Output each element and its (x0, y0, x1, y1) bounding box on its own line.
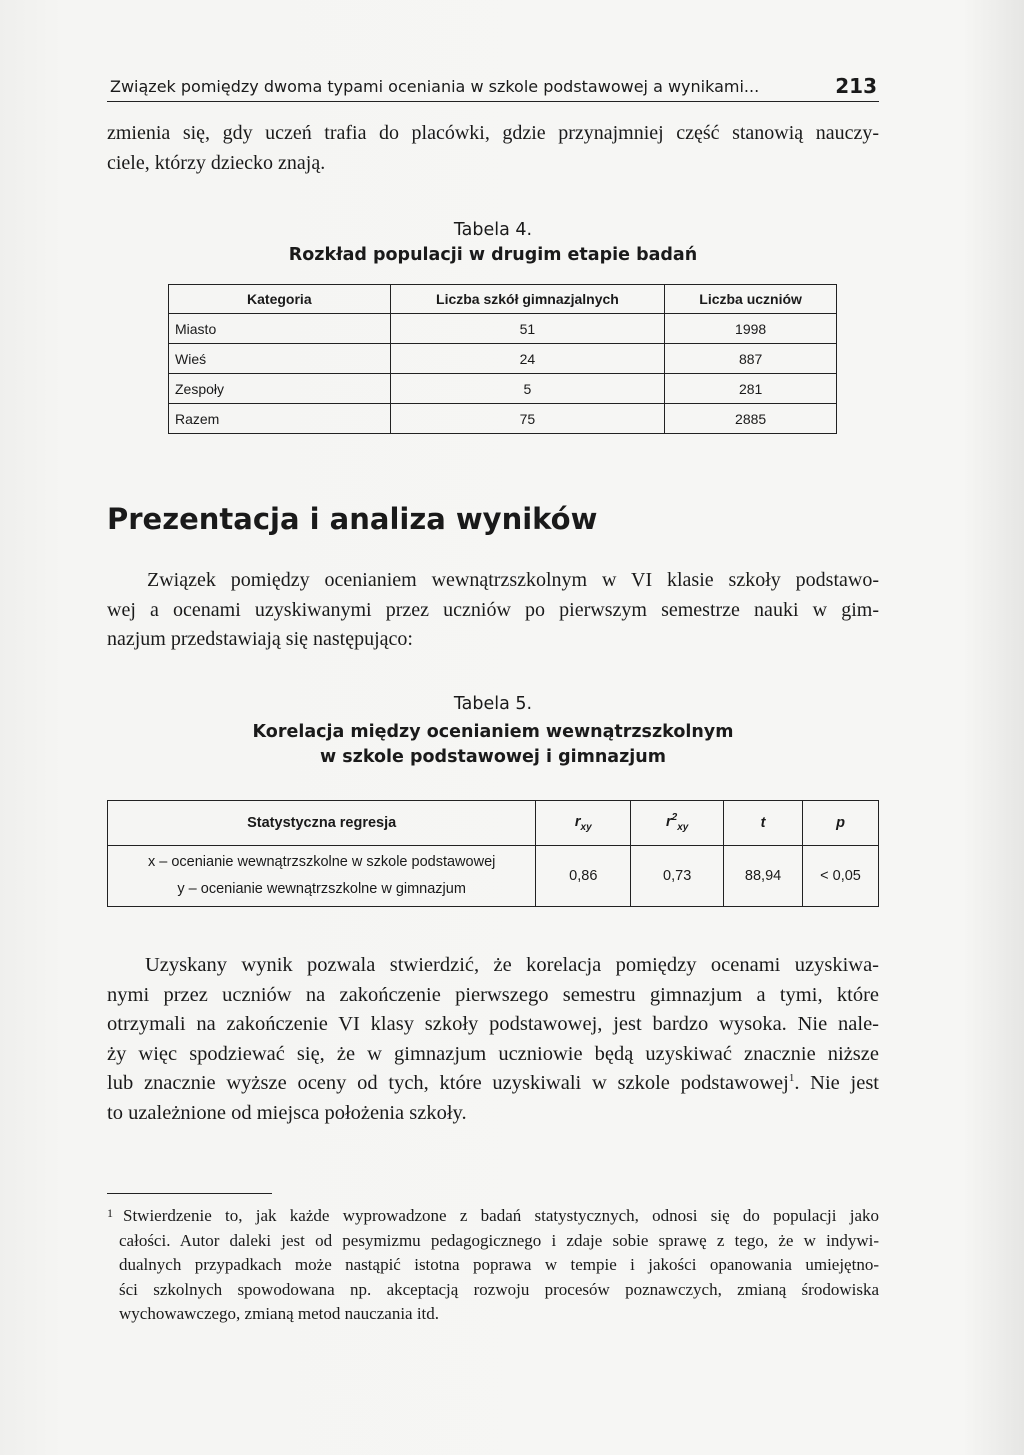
table4 (168, 284, 837, 434)
column-header-t: t (724, 801, 803, 846)
table5-title-line1: Korelacja między ocenianiem wewnątrzszkolnym (252, 722, 734, 742)
table-cell: 51 (390, 314, 665, 344)
table-cell: 2885 (665, 404, 837, 434)
column-header-rxy: $r_{xy}$ (536, 801, 631, 846)
footnote-line: ści szkolnych spowodowana np. akceptacją rozwoju procesów poznawczych, zmianą środowiska (119, 1279, 879, 1299)
footnote-line: Stwierdzenie to, jak każde wyprowadzone z badań statystycznych, odnosi się do populacji jako (123, 1206, 879, 1225)
column-header: Liczba szkół gimnazjalnych (390, 285, 665, 314)
text-line: nazjum przedstawiają się następująco: (107, 628, 413, 650)
table5 (107, 800, 879, 907)
table-cell: Miasto (169, 314, 391, 344)
table5-label: Tabela 5. (453, 694, 533, 714)
table-cell: 75 (390, 404, 665, 434)
text-line: zmienia się, gdy uczeń trafia do placówki, gdzie przynajmniej część stanowią nauczy- (107, 122, 879, 144)
footnote-line: dualnych przypadkach może nastąpić istotna poprawa w tempie i jakości opanowania umiejętno- (119, 1255, 879, 1274)
paragraph-conclusion (107, 951, 879, 1128)
text-line: ciele, którzy dziecko znają. (107, 151, 326, 174)
text-line: otrzymali na zakończenie VI klasy szkoły podstawowej, jest bardzo wysoka. Nie nale- (107, 1013, 879, 1035)
table-row (169, 404, 837, 434)
footnote-line: całości. Autor daleki jest od pesymizmu pedagogicznego i zdaje sobie sprawę z tego, że w indywi- (119, 1230, 879, 1250)
column-header-regression: Statystyczna regresja (108, 801, 536, 846)
footnote (107, 1204, 879, 1327)
paragraph-intro (107, 119, 879, 178)
table-cell: 88,94 (724, 846, 803, 907)
table-row (169, 314, 837, 344)
running-title: Związek pomiędzy dwoma typami oceniania w szkole podstawowej a wynikami... (110, 77, 760, 96)
text-line: nymi przez uczniów na zakończenie pierwszego semestru gimnazjum a tymi, które (107, 983, 879, 1006)
page-number: 213 (835, 74, 877, 98)
footnote-marker: 1 (107, 1206, 113, 1220)
text-line: to uzależnione od miejsca położenia szkoły. (107, 1101, 467, 1124)
table-row (169, 344, 837, 374)
running-header (107, 73, 879, 102)
table-header-row (169, 285, 837, 314)
table-cell-variables (108, 846, 536, 907)
text-line: wej a ocenami uzyskiwanymi przez uczniów po pierwszym semestrze nauki w gim- (107, 598, 879, 621)
footnote-rule (107, 1193, 272, 1194)
text-line: Uzyskany wynik pozwala stwierdzić, że korelacja pomiędzy ocenami uzyskiwa- (145, 954, 879, 976)
footnote-line: wychowawczego, zmianą metod nauczania itd. (119, 1304, 440, 1323)
table-cell: 281 (665, 374, 837, 404)
table-cell: Razem (169, 404, 391, 434)
table4-label: Tabela 4. (453, 220, 533, 240)
table-row (108, 846, 879, 907)
table-cell: 887 (665, 344, 837, 374)
table5-title-line2: w szkole podstawowej i gimnazjum (320, 747, 666, 767)
column-header-r2xy: $r^2_{xy}$ (631, 801, 724, 846)
column-header: Liczba uczniów (665, 285, 837, 314)
text-line: Związek pomiędzy ocenianiem wewnątrzszkolnym w VI klasie szkoły podstawo- (147, 569, 879, 591)
variable-x: x – ocenianie wewnątrzszkolne w szkole podstawowej (147, 854, 496, 870)
table-cell: Zespoły (169, 374, 391, 404)
table-cell: 0,86 (536, 846, 631, 907)
variable-y: y – ocenianie wewnątrzszkolne w gimnazjum (177, 881, 466, 897)
table-row (169, 374, 837, 404)
text-line: lub znacznie wyższe oceny od tych, które uzyskiwali w szkole podstawowej$^1$. Nie jest (107, 1072, 879, 1094)
table4-title: Rozkład populacji w drugim etapie badań (288, 245, 698, 265)
section-heading: Prezentacja i analiza wyników (107, 502, 598, 536)
column-header-p: p (803, 801, 879, 846)
column-header: Kategoria (169, 285, 391, 314)
table-cell: 1998 (665, 314, 837, 344)
table-cell: < 0,05 (803, 846, 879, 907)
footnote-reference: 1 (788, 1072, 795, 1085)
table-cell: 0,73 (631, 846, 724, 907)
table-cell: Wieś (169, 344, 391, 374)
text-line: ży więc spodziewać się, że w gimnazjum uczniowie będą uzyskiwać znacznie niższe (107, 1042, 879, 1065)
table-cell: 5 (390, 374, 665, 404)
table-header-row (108, 801, 879, 846)
table-cell: 24 (390, 344, 665, 374)
paragraph-intro-table5 (107, 566, 879, 655)
